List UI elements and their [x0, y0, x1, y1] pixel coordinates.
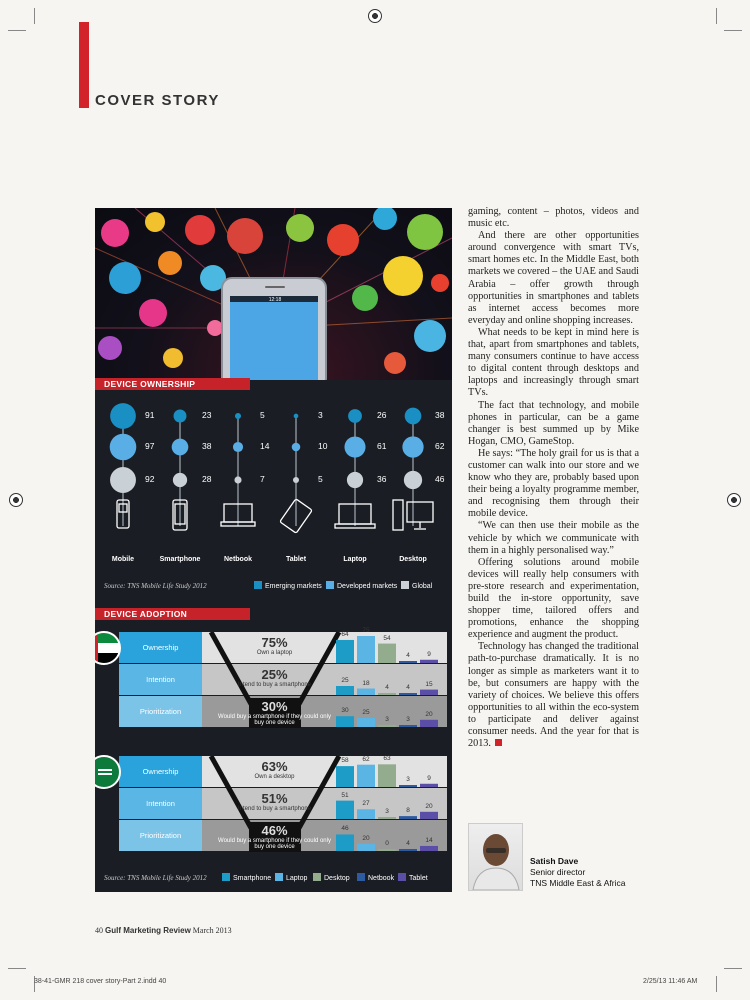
- article-paragraph: He says: “The holy grail for us is that a customer can walk into our store and we know who they are, probably based upon their being a loyalty programme member, and recognising them through their mobile device.: [468, 447, 639, 520]
- adoption-bar-netbook: [399, 816, 417, 819]
- ownership-dot-developed: [344, 436, 365, 457]
- smartphone-illustration: [222, 278, 326, 380]
- adoption-bar-value: 62: [362, 755, 370, 763]
- adoption-stat-value: 51%: [261, 791, 288, 806]
- adoption-stat-value: 75%: [261, 635, 288, 650]
- ownership-dot-global: [173, 473, 187, 487]
- ownership-source: Source: TNS Mobile Life Study 2012: [104, 582, 207, 590]
- adoption-bar-laptop: [357, 809, 375, 819]
- adoption-row-label: Prioritization: [119, 820, 202, 851]
- adoption-stat-value: 25%: [261, 667, 288, 682]
- adoption-row-label: Intention: [119, 664, 202, 695]
- adoption-row-label: Prioritization: [119, 696, 202, 727]
- article-paragraph: Offering solutions around mobile devices will really help consumers with pre-store research and experimentation, build the in-store opportunity, save shopper time, tailored offers and promotions, enhance the shopping experience and augment the product.: [468, 556, 639, 641]
- adoption-stat-desc: Intend to buy a smartphone: [237, 806, 312, 812]
- crop-mark: [8, 968, 26, 969]
- ownership-dot-developed: [172, 439, 189, 456]
- article-paragraph: Technology has changed the traditional path-to-purchase dramatically. It is no longer as simple as marketers want it to be, but consumers are happy with the variety of choices. We believe this offers opportunities to all within the eco-system to participate and deliver against consumer needs. And the year for that is 2013.: [468, 641, 639, 750]
- adoption-bar-netbook: [399, 785, 417, 787]
- adoption-bar-value: 4: [406, 684, 410, 691]
- adoption-bar-value: 3: [406, 716, 410, 723]
- adoption-bar-value: 27: [362, 800, 370, 808]
- page-number: 40: [95, 926, 103, 935]
- article-end-mark: [495, 739, 502, 746]
- ownership-value: 14: [260, 441, 270, 451]
- crop-mark: [716, 8, 717, 24]
- adoption-bar-value: 14: [425, 836, 433, 844]
- adoption-legend-netbook: Netbook: [357, 873, 394, 882]
- adoption-stat-value: 63%: [261, 759, 288, 774]
- infographic-panel: [95, 208, 452, 892]
- adoption-bar-smartphone: [336, 834, 354, 851]
- adoption-bar-value: 30: [341, 707, 349, 715]
- adoption-bar-desktop: [378, 725, 396, 727]
- adoption-bar-value: 9: [427, 774, 431, 782]
- adoption-bar-desktop: [378, 849, 396, 851]
- publication-name: Gulf Marketing Review: [105, 926, 191, 935]
- adoption-bar-value: 25: [341, 677, 349, 684]
- ownership-dot-emerging: [174, 410, 187, 423]
- adoption-bar-desktop: [378, 817, 396, 819]
- adoption-row-label: Ownership: [119, 632, 202, 663]
- adoption-stat-desc: Intend to buy a smartphone: [237, 682, 312, 688]
- person-icon: [469, 824, 522, 890]
- adoption-bar-smartphone: [336, 640, 354, 663]
- author-company: TNS Middle East & Africa: [530, 878, 626, 888]
- ownership-dot-global: [293, 477, 299, 483]
- adoption-bar-value: 58: [341, 757, 349, 765]
- article-paragraph: What needs to be kept in mind here is that, apart from smartphones and tablets, many consumers continue to have access to digital content through desktops and laptops and increasingly through smart TVs.: [468, 326, 639, 399]
- adoption-bar-value: 20: [425, 802, 433, 810]
- adoption-bar-value: 9: [427, 650, 431, 658]
- author-credit: [530, 856, 625, 889]
- adoption-bar-netbook: [399, 725, 417, 727]
- adoption-row-label: Intention: [119, 788, 202, 819]
- adoption-bar-value: 75: [362, 627, 370, 634]
- adoption-bar-laptop: [357, 718, 375, 727]
- article-paragraph: And there are other opportunities around convergence with smart TVs, smart homes etc. In the Middle East, both markets we covered – the UAE and Saudi Arabia – offer growth through opportunities in smartphones and tablets as internet access becomes more everyday and online shopping increases.: [468, 230, 639, 326]
- ownership-dot-global: [110, 467, 136, 493]
- ownership-value: 38: [202, 441, 212, 451]
- article-paragraph: gaming, content – photos, videos and music etc.: [468, 206, 639, 230]
- ownership-value: 36: [377, 474, 387, 484]
- adoption-bar-laptop: [357, 844, 375, 851]
- ksa-adoption-block: [95, 756, 452, 852]
- slug-date: 2/25/13 11:46 AM: [643, 978, 698, 985]
- ownership-chart: [95, 398, 452, 548]
- ownership-dot-developed: [233, 442, 243, 452]
- author-title: Senior director: [530, 867, 586, 877]
- ownership-value: 5: [260, 410, 265, 420]
- saudi-emblem-icon: [98, 769, 112, 771]
- adoption-bar-tablet: [420, 784, 438, 787]
- adoption-legend-desktop: Desktop: [313, 873, 350, 882]
- ownership-title: DEVICE OWNERSHIP: [95, 378, 250, 390]
- adoption-bar-desktop: [378, 693, 396, 695]
- article-body: [468, 206, 639, 750]
- crop-mark: [8, 30, 26, 31]
- uae-adoption-block: [95, 627, 452, 728]
- ownership-dot-emerging: [235, 413, 241, 419]
- adoption-bar-laptop: [357, 765, 375, 787]
- crop-mark: [34, 8, 35, 24]
- ownership-value: 10: [318, 441, 328, 451]
- ownership-label: Mobile: [111, 556, 135, 563]
- crop-mark: [724, 968, 742, 969]
- adoption-bar-desktop: [378, 644, 396, 663]
- adoption-bar-value: 18: [362, 679, 370, 687]
- ownership-dot-developed: [402, 436, 423, 457]
- ownership-value: 28: [202, 474, 212, 484]
- adoption-bar-tablet: [420, 812, 438, 819]
- registration-mark: [9, 493, 23, 507]
- adoption-bar-netbook: [399, 849, 417, 851]
- adoption-title: DEVICE ADOPTION: [95, 608, 250, 620]
- registration-mark: [368, 9, 382, 23]
- adoption-bar-value: 4: [406, 840, 410, 847]
- adoption-bar-value: 4: [385, 684, 389, 691]
- adoption-stat: [213, 700, 336, 726]
- ownership-value: 23: [202, 410, 212, 420]
- adoption-bar-value: 64: [341, 630, 349, 638]
- ownership-label: Desktop: [399, 556, 427, 563]
- ownership-value: 38: [435, 410, 445, 420]
- adoption-bar-desktop: [378, 764, 396, 787]
- ownership-value: 62: [435, 441, 445, 451]
- adoption-bar-tablet: [420, 846, 438, 851]
- adoption-bar-value: 51: [341, 791, 349, 799]
- section-title: COVER STORY: [95, 92, 220, 109]
- adoption-bar-smartphone: [336, 716, 354, 727]
- adoption-bar-value: 54: [383, 634, 391, 642]
- adoption-stat: [213, 792, 336, 812]
- adoption-bar-value: 8: [406, 807, 410, 815]
- adoption-stat-desc: Would buy a smartphone if they could only buy one device: [218, 838, 331, 850]
- adoption-bar-value: 63: [383, 755, 391, 763]
- ownership-label: Netbook: [224, 556, 252, 563]
- ownership-value: 61: [377, 441, 387, 451]
- hero-illustration: [95, 208, 452, 380]
- author-name: Satish Dave: [530, 856, 579, 866]
- adoption-stat-desc: Own a desktop: [254, 774, 295, 780]
- phone-time: 12:18: [268, 297, 282, 303]
- adoption-bar-tablet: [420, 690, 438, 695]
- adoption-bar-netbook: [399, 693, 417, 695]
- ownership-value: 46: [435, 474, 445, 484]
- adoption-legend-laptop: Laptop: [275, 873, 307, 882]
- ownership-dot-emerging: [110, 403, 136, 429]
- adoption-row-label: Ownership: [119, 756, 202, 787]
- adoption-bar-laptop: [357, 689, 375, 695]
- ownership-dot-global: [234, 476, 241, 483]
- adoption-stat-desc: Own a laptop: [256, 650, 293, 656]
- adoption-bar-value: 3: [385, 808, 389, 815]
- ownership-value: 5: [318, 474, 323, 484]
- crop-mark: [724, 30, 742, 31]
- section-accent-bar: [79, 22, 89, 108]
- page-footer: [95, 926, 232, 935]
- adoption-stat: [213, 668, 336, 688]
- ownership-dot-developed: [292, 443, 301, 452]
- adoption-bar-netbook: [399, 661, 417, 663]
- saudi-flag-icon: [95, 755, 121, 789]
- adoption-bar-smartphone: [336, 686, 354, 695]
- ownership-label: Smartphone: [159, 556, 201, 563]
- ownership-value: 26: [377, 410, 387, 420]
- adoption-bar-value: 15: [425, 680, 433, 688]
- ownership-dot-emerging: [294, 414, 299, 419]
- article-paragraph: “We can then use their mobile as the vehicle by which we communicate with them in a highly personalised way.”: [468, 520, 639, 556]
- legend-global: Global: [401, 581, 432, 590]
- legend-emerging: Emerging markets: [254, 581, 322, 590]
- adoption-bar-value: 4: [406, 652, 410, 659]
- legend-developed: Developed markets: [326, 581, 397, 590]
- adoption-bar-value: 20: [362, 834, 370, 842]
- ownership-dot-global: [404, 471, 422, 489]
- ownership-value: 91: [145, 410, 155, 420]
- adoption-bar-value: 3: [385, 716, 389, 723]
- adoption-bar-smartphone: [336, 766, 354, 787]
- uae-flag-icon: [95, 631, 121, 665]
- adoption-stat-desc: Would buy a smartphone if they could only buy one device: [218, 714, 331, 726]
- ownership-value: 97: [145, 441, 155, 451]
- ownership-value: 3: [318, 410, 323, 420]
- author-photo: [468, 823, 523, 891]
- adoption-bar-tablet: [420, 720, 438, 727]
- adoption-bar-smartphone: [336, 801, 354, 819]
- issue-date: March 2013: [192, 926, 232, 935]
- adoption-stat: [213, 760, 336, 780]
- adoption-bar-value: 46: [341, 825, 349, 833]
- registration-mark: [727, 493, 741, 507]
- adoption-legend-tablet: Tablet: [398, 873, 428, 882]
- adoption-bar-laptop: [357, 636, 375, 663]
- adoption-legend-smartphone: Smartphone: [222, 873, 271, 882]
- article-paragraph: The fact that technology, and mobile phones in particular, can be a game changer is best summed up by Mike Hogan, CMO, GameStop.: [468, 399, 639, 447]
- ownership-dot-global: [347, 472, 363, 488]
- adoption-stat: [213, 636, 336, 656]
- adoption-stat-value: 46%: [261, 823, 288, 838]
- ownership-dot-emerging: [348, 409, 362, 423]
- adoption-stat-value: 30%: [261, 699, 288, 714]
- crop-mark: [716, 976, 717, 992]
- ownership-label: Laptop: [343, 556, 367, 563]
- ownership-dot-emerging: [405, 408, 422, 425]
- ownership-value: 7: [260, 474, 265, 484]
- adoption-bar-value: 20: [425, 710, 433, 718]
- ownership-dot-developed: [110, 434, 137, 461]
- app-icons-illustration: [95, 208, 452, 380]
- adoption-bar-value: 25: [362, 709, 370, 716]
- adoption-bar-value: 0: [385, 840, 389, 847]
- ownership-label: Tablet: [285, 556, 307, 563]
- adoption-bar-tablet: [420, 660, 438, 663]
- ownership-value: 92: [145, 474, 155, 484]
- adoption-bar-value: 3: [406, 776, 410, 783]
- adoption-source: Source: TNS Mobile Life Study 2012: [104, 874, 207, 882]
- adoption-stat: [213, 824, 336, 850]
- slug-file: 38-41-GMR 218 cover story-Part 2.indd 40: [34, 978, 167, 985]
